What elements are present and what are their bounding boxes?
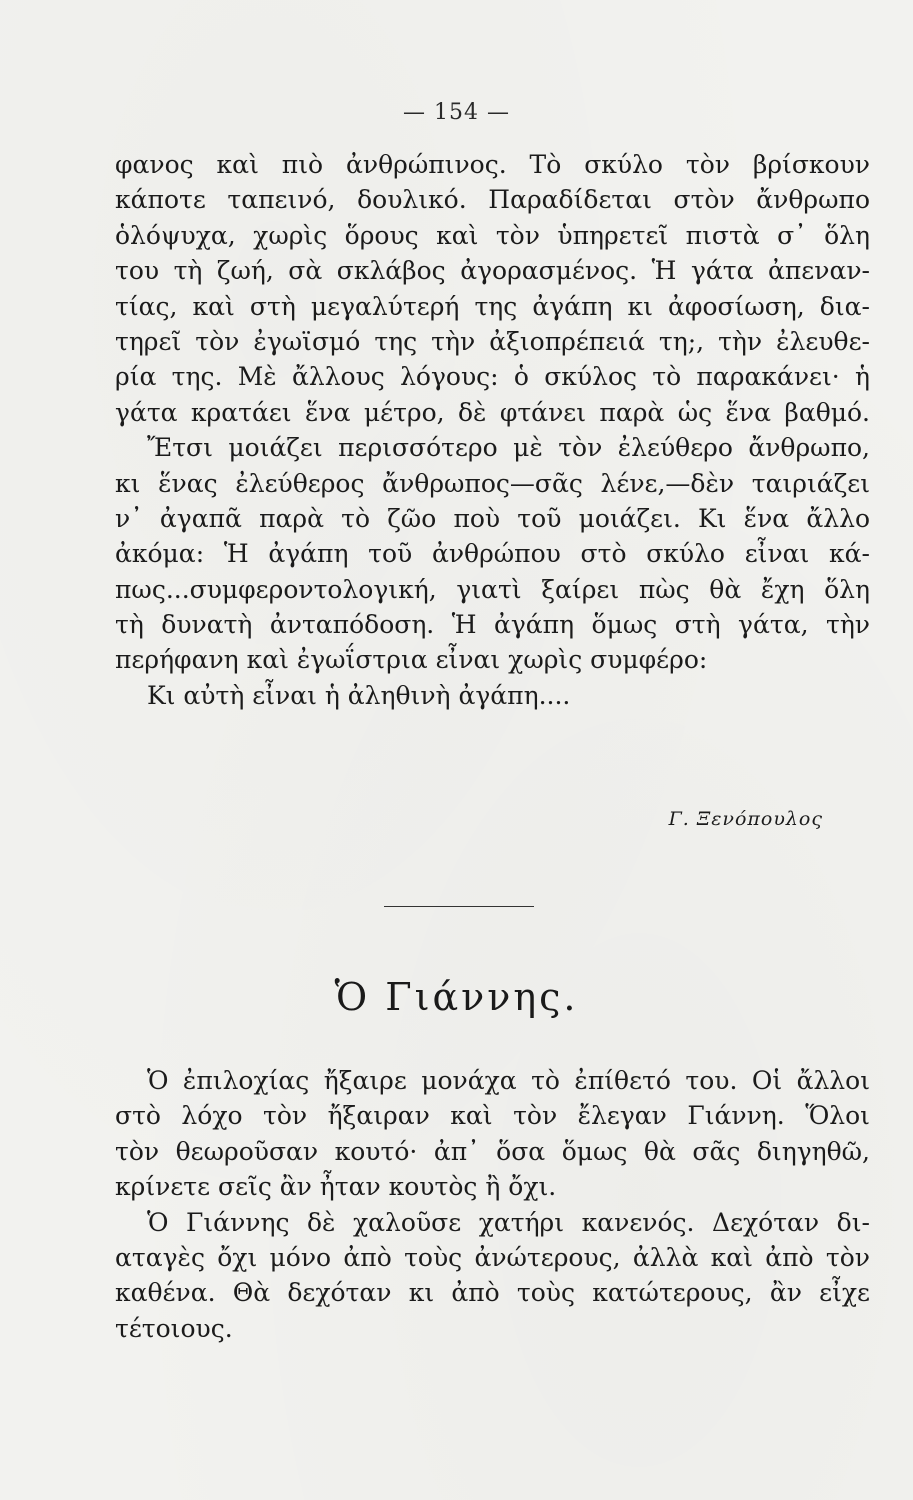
text-line: γάτα κρατάει ἕνα μέτρο, δὲ φτάνει παρὰ ὡς ἕνα βαθμό. bbox=[115, 397, 870, 427]
text-line: τὸν θεωροῦσαν κουτό· ἀπ᾿ ὅσα ὅμως θὰ σᾶς διηγηθῶ, bbox=[115, 1136, 870, 1166]
essay-paragraph bbox=[115, 147, 870, 713]
text-line: πως...συμφεροντολογική, γιατὶ ξαίρει πὼς θὰ ἔχη ὅλη bbox=[115, 574, 870, 604]
text-line: τέτοιους. bbox=[115, 1313, 233, 1343]
text-line: τηρεῖ τὸν ἐγωϊσμό της τὴν ἀξιοπρέπειά τη;, τὴν ἐλευθε- bbox=[115, 326, 870, 356]
text-line: κι ἕνας ἐλεύθερος ἄνθρωπος—σᾶς λένε,—δὲν ταιριάζει bbox=[115, 468, 870, 498]
text-line: αταγὲς ὄχι μόνο ἀπὸ τοὺς ἀνώτερους, ἀλλὰ καὶ ἀπὸ τὸν bbox=[115, 1242, 870, 1272]
text-line: του τὴ ζωή, σὰ σκλάβος ἀγορασμένος. Ἡ γάτα ἀπεναν- bbox=[115, 256, 870, 286]
text-line: κρίνετε σεῖς ἂν ἦταν κουτὸς ἢ ὄχι. bbox=[115, 1172, 557, 1202]
text-line: καθένα. Θὰ δεχόταν κι ἀπὸ τοὺς κατώτερους, ἂν εἶχε bbox=[115, 1278, 870, 1308]
text-line: ρία της. Μὲ ἄλλους λόγους: ὁ σκύλος τὸ παρακάνει· ἡ bbox=[115, 362, 870, 392]
text-line: φανος καὶ πιὸ ἀνθρώπινος. Τὸ σκύλο τὸν βρίσκουν bbox=[115, 150, 870, 179]
text-line: Κι αὐτὴ εἶναι ἡ ἀληθινὴ ἀγάπη.... bbox=[147, 680, 571, 710]
text-line: τὴ δυνατὴ ἀνταπόδοση. Ἡ ἀγάπη ὅμως στὴ γάτα, τὴν bbox=[115, 610, 870, 640]
text-line: Ἔτσι μοιάζει περισσότερο μὲ τὸν ἐλεύθερο ἄνθρωπο, bbox=[147, 433, 870, 463]
story-title: Ὁ Γιάννης. bbox=[334, 975, 579, 1019]
text-line: Ὁ ἐπιλοχίας ἤξαιρε μονάχα τὸ ἐπίθετό του. Οἱ ἄλλοι bbox=[147, 1066, 870, 1095]
text-line: περήφανη καὶ ἐγωΐστρια εἶναι χωρὶς συμφέρο: bbox=[115, 645, 708, 675]
author-signature: Γ. Ξενόπουλος bbox=[668, 808, 823, 830]
story-paragraph bbox=[115, 1063, 870, 1346]
text-line: Ὁ Γιάννης δὲ χαλοῦσε χατήρι κανενός. Δεχόταν δι- bbox=[147, 1207, 870, 1237]
text-line: ἀκόμα: Ἡ ἀγάπη τοῦ ἀνθρώπου στὸ σκύλο εἶναι κά- bbox=[115, 539, 870, 569]
text-line: κάποτε ταπεινό, δουλικό. Παραδίδεται στὸν ἄνθρωπο bbox=[115, 185, 870, 215]
text-line: στὸ λόχο τὸν ἤξαιραν καὶ τὸν ἔλεγαν Γιάννη. Ὅλοι bbox=[115, 1101, 870, 1131]
page-number: — 154 — bbox=[403, 100, 510, 125]
section-divider bbox=[384, 906, 534, 907]
text-line: ὁλόψυχα, χωρὶς ὅρους καὶ τὸν ὑπηρετεῖ πιστὰ σ᾿ ὅλη bbox=[115, 220, 870, 250]
text-line: ν᾿ ἀγαπᾶ παρὰ τὸ ζῶο ποὺ τοῦ μοιάζει. Κι ἕνα ἄλλο bbox=[115, 503, 870, 533]
text-line: τίας, καὶ στὴ μεγαλύτερή της ἀγάπη κι ἀφοσίωση, δια- bbox=[115, 291, 870, 321]
